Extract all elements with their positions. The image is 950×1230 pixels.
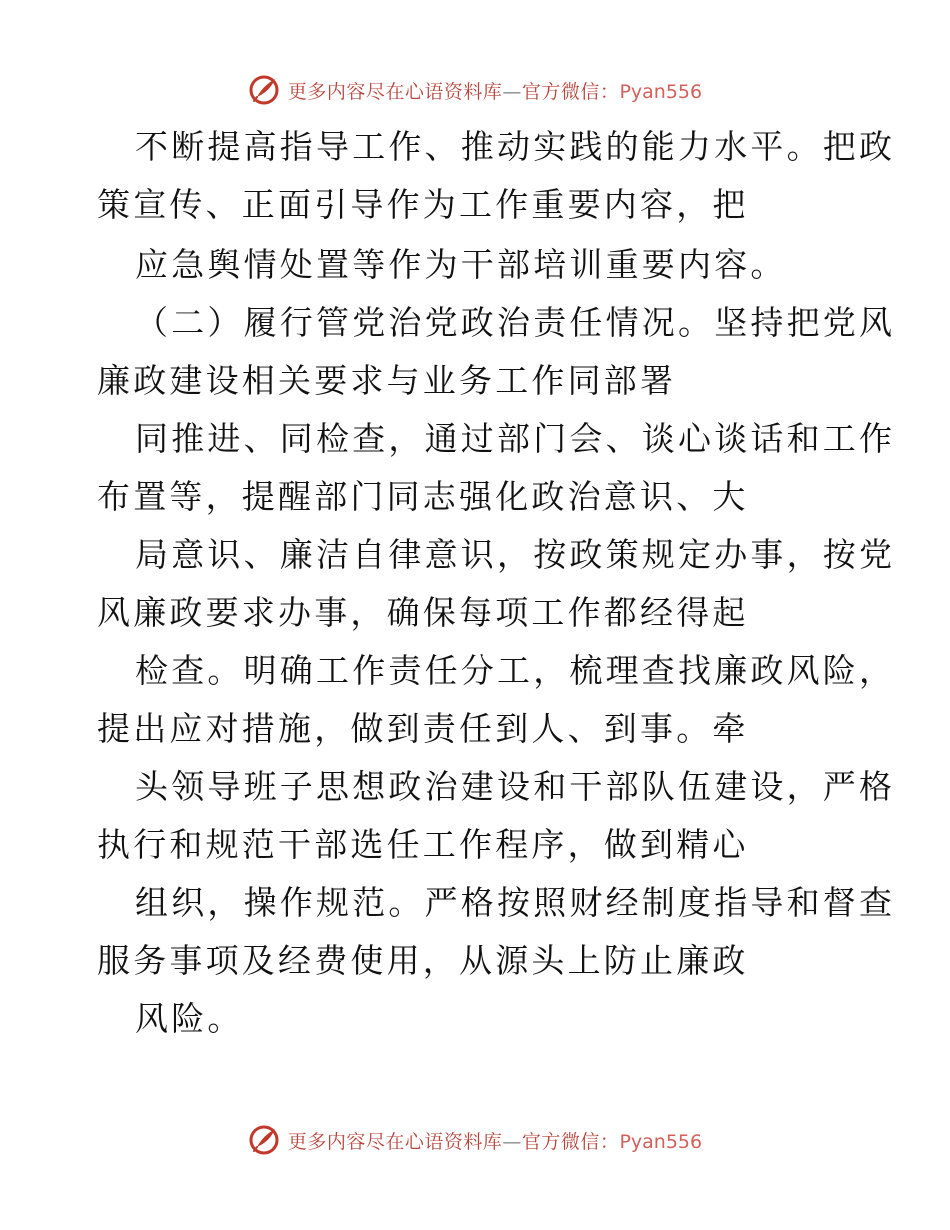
text-line: 服务事项及经费使用，从源头上防止廉政: [97, 941, 749, 980]
text-line: 提出应对措施，做到责任到人、到事。牵: [97, 709, 749, 748]
text-line: 布置等，提醒部门同志强化政治意识、大: [97, 477, 749, 516]
text-line: 同推进、同检查，通过部门会、谈心谈话和工作: [135, 419, 896, 458]
text-line: 风廉政要求办事，确保每项工作都经得起: [97, 593, 749, 632]
text-line: （二）履行管党治党政治责任情况。坚持把党风: [135, 303, 896, 342]
text-line: 组织，操作规范。严格按照财经制度指导和督查: [135, 883, 896, 922]
footer-watermark: [0, 1123, 950, 1157]
text-line: 风险。: [135, 999, 244, 1038]
text-line: 局意识、廉洁自律意识，按政策规定办事，按党: [135, 535, 896, 574]
quill-logo-icon: [248, 1124, 280, 1156]
quill-logo-icon: [248, 74, 280, 106]
watermark-text: 更多内容尽在心语资料库—官方微信：Pyan556: [287, 80, 703, 103]
text-line: 检查。明确工作责任分工，梳理查找廉政风险，: [135, 651, 896, 690]
text-line: 应急舆情处置等作为干部培训重要内容。: [135, 245, 787, 284]
text-line: 策宣传、正面引导作为工作重要内容，把: [97, 185, 749, 224]
watermark-text: 更多内容尽在心语资料库—官方微信：Pyan556: [287, 1130, 703, 1153]
text-line: 廉政建设相关要求与业务工作同部署: [97, 361, 677, 400]
header-watermark: [0, 73, 950, 107]
text-line: 头领导班子思想政治建设和干部队伍建设，严格: [135, 767, 896, 806]
text-line: 执行和规范干部选任工作程序，做到精心: [97, 825, 749, 864]
text-line: 不断提高指导工作、推动实践的能力水平。把政: [135, 127, 896, 166]
